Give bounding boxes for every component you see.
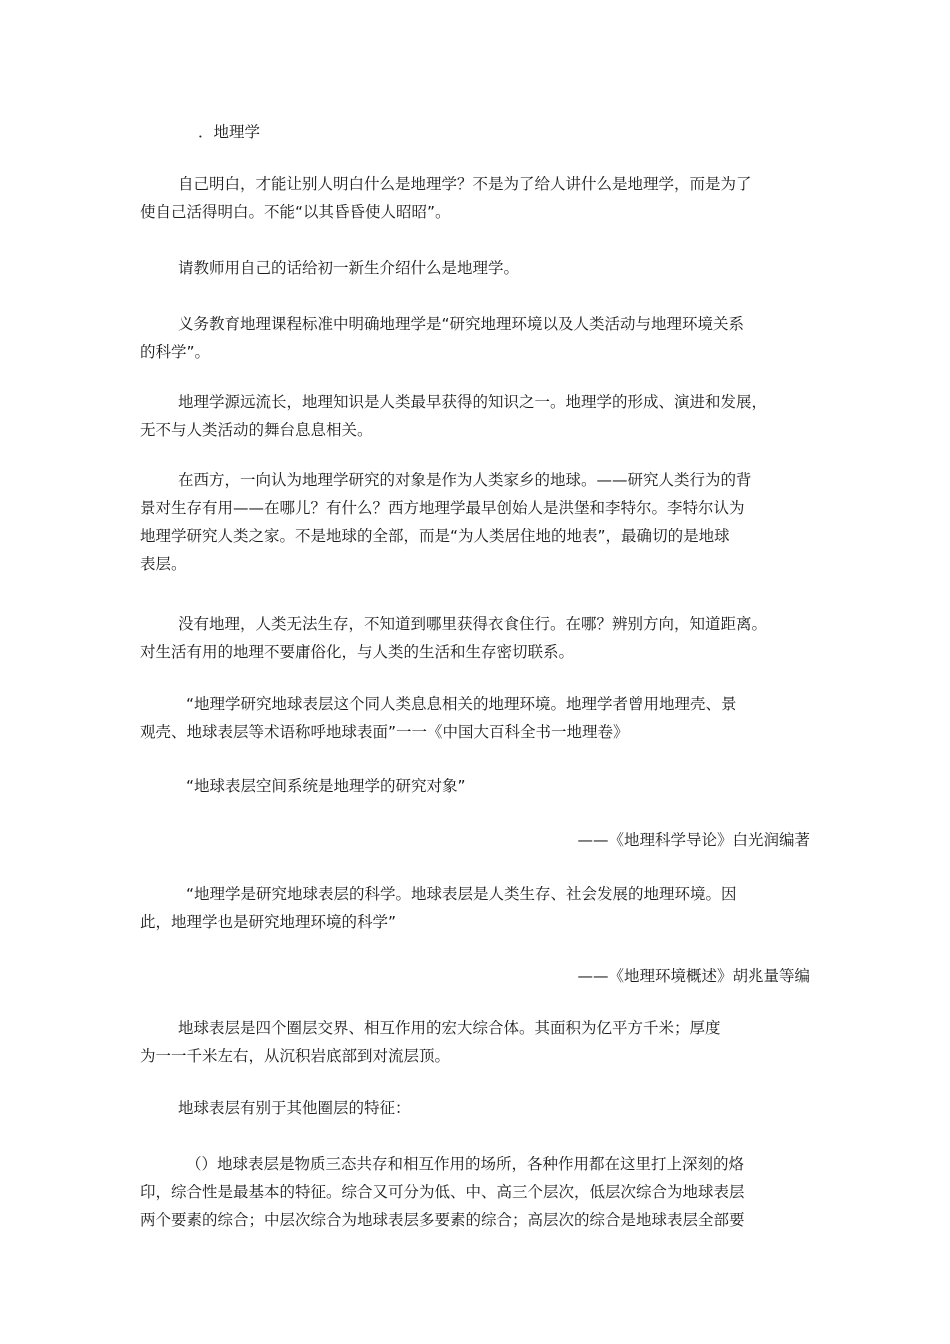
quote-2-source: ——《地理科学导论》白光润编著 (577, 831, 810, 849)
paragraph-1: 自己明白，才能让别人明白什么是地理学？不是为了给人讲什么是地理学，而是为了 使自己活得明白。不能“以其昏昏使人昭昭”。 (140, 175, 752, 221)
paragraph-11: 地球表层有别于其他圈层的特征： (178, 1099, 411, 1117)
paragraph-3: 义务教育地理课程标准中明确地理学是“研究地理环境以及人类活动与地理环境关系 的科学”。 (140, 315, 745, 361)
paragraph-4: 地理学源远流长，地理知识是人类最早获得的知识之一。地理学的形成、演进和发展， 无不与人类活动的舞台息息相关。 (140, 393, 768, 439)
quote-2: “地球表层空间系统是地理学的研究对象” (186, 777, 466, 795)
paragraph-12: （）地球表层是物质三态共存和相互作用的场所，各种作用都在这里打上深刻的烙 印，综合性是最基本的特征。综合又可分为低、中、高三个层次，低层次综合为地球表层 两个要素的综合；中层次综合为地球表层多要素的综合；高层次的综合是地球表层全部要 (140, 1155, 745, 1229)
paragraph-5: 在西方，一向认为地理学研究的对象是作为人类家乡的地球。——研究人类行为的背 景对生存有用——在哪儿？有什么？西方地理学最早创始人是洪堡和李特尔。李特尔认为 地理学研究人类之家。不是地球的全部，而是“为人类居住地的地表”，最确切的是地球 表层。 (140, 471, 752, 573)
quote-3: “地理学是研究地球表层的科学。地球表层是人类生存、社会发展的地理环境。因 此，地理学也是研究地理环境的科学” (140, 885, 737, 931)
paragraph-2: 请教师用自己的话给初一新生介绍什么是地理学。 (178, 259, 520, 277)
quote-3-source: ——《地理环境概述》胡兆量等编 (577, 967, 810, 985)
paragraph-6: 没有地理，人类无法生存，不知道到哪里获得衣食住行。在哪？辨别方向，知道距离。 对生活有用的地理不要庸俗化，与人类的生活和生存密切联系。 (140, 615, 768, 661)
quote-1: “地理学研究地球表层这个同人类息息相关的地理环境。地理学者曾用地理壳、景 观壳、地球表层等术语称呼地球表面”一一《中国大百科全书一地理卷》 (140, 695, 737, 741)
paragraph-10: 地球表层是四个圈层交界、相互作用的宏大综合体。其面积为亿平方千米；厚度 为一一千米左右，从沉积岩底部到对流层顶。 (140, 1019, 721, 1065)
section-heading: ．地理学 (198, 123, 261, 141)
